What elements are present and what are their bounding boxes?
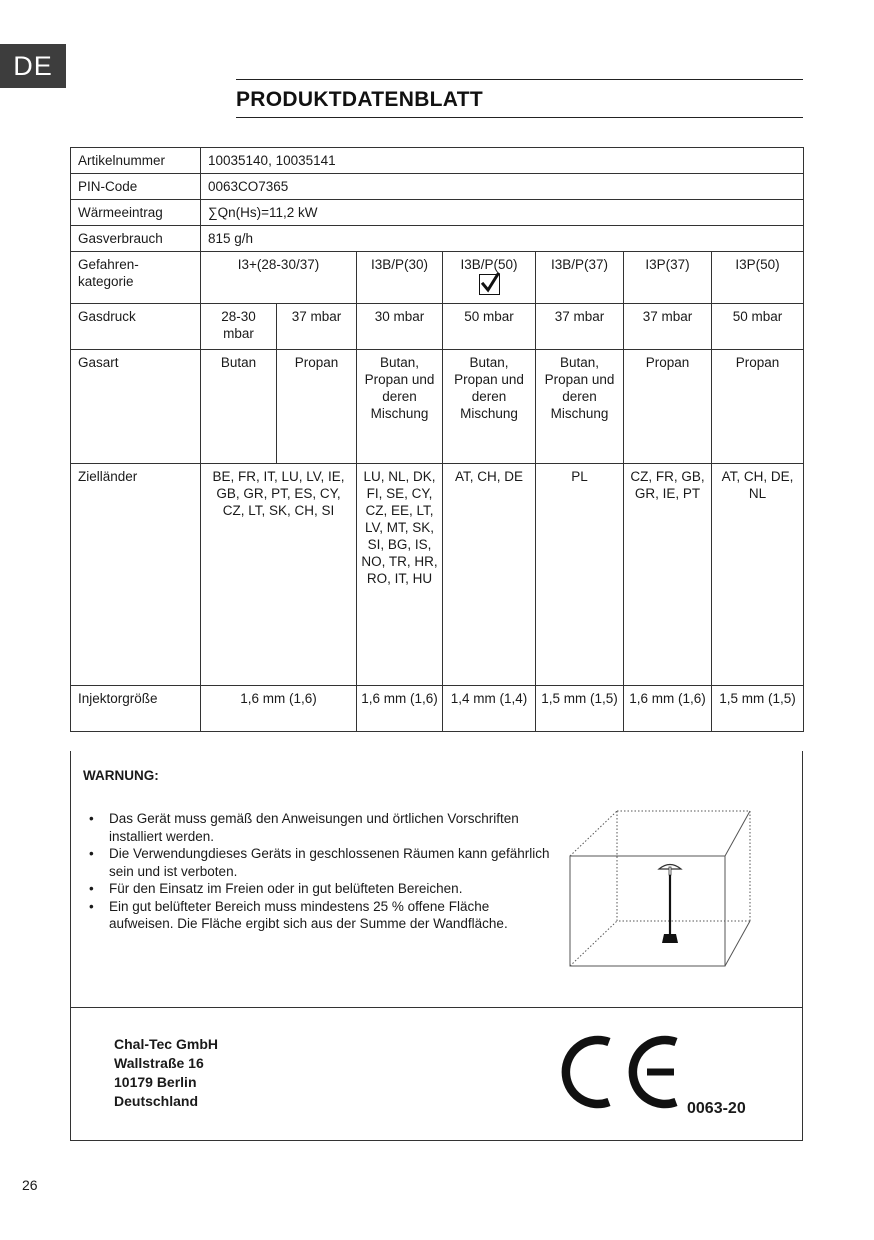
gas-type-cell: Butan, Propan und deren Mischung xyxy=(443,350,536,464)
ventilated-area-diagram xyxy=(565,803,755,983)
table-row xyxy=(71,148,804,174)
ce-mark-icon xyxy=(561,1032,681,1112)
label-ziellaender: Zielländer xyxy=(71,464,201,686)
pressure-cell: 37 mbar xyxy=(277,304,357,350)
countries-cell: BE, FR, IT, LU, LV, IE, GB, GR, PT, ES, CY, CZ, LT, SK, CH, SI xyxy=(201,464,357,686)
company-city: 10179 Berlin xyxy=(114,1074,197,1090)
label-waermeeintrag: Wärmeeintrag xyxy=(71,200,201,226)
bullet-icon: • xyxy=(89,846,94,861)
pressure-cell: 50 mbar xyxy=(712,304,804,350)
spec-table xyxy=(70,147,804,732)
table-row xyxy=(71,686,804,732)
gas-type-cell: Butan xyxy=(201,350,277,464)
list-item xyxy=(83,880,553,898)
gas-type-cell: Propan xyxy=(624,350,712,464)
value-waermeeintrag: ∑Qn(Hs)=11,2 kW xyxy=(201,200,804,226)
category-cell: I3B/P(37) xyxy=(536,252,624,304)
page-title: PRODUKTDATENBLATT xyxy=(236,88,483,111)
warning-text: Die Verwendungdieses Geräts in geschlossenen Räumen kann gefährlich sein und ist verboten. xyxy=(109,846,550,879)
table-row xyxy=(71,252,804,304)
label-gasverbrauch: Gasverbrauch xyxy=(71,226,201,252)
value-pin-code: 0063CO7365 xyxy=(201,174,804,200)
category-cell: I3B/P(30) xyxy=(357,252,443,304)
bullet-icon: • xyxy=(89,881,94,896)
ce-number: 0063-20 xyxy=(687,1100,746,1117)
value-artikelnummer: 10035140, 10035141 xyxy=(201,148,804,174)
countries-cell: AT, CH, DE, NL xyxy=(712,464,804,686)
pressure-cell: 50 mbar xyxy=(443,304,536,350)
injector-cell: 1,6 mm (1,6) xyxy=(624,686,712,732)
injector-cell: 1,5 mm (1,5) xyxy=(712,686,804,732)
bullet-icon: • xyxy=(89,811,94,826)
list-item xyxy=(83,810,553,845)
page-number: 26 xyxy=(22,1177,38,1193)
category-cell: I3P(50) xyxy=(712,252,804,304)
value-gasverbrauch: 815 g/h xyxy=(201,226,804,252)
label-gefahrenkategorie: Gefahren- kategorie xyxy=(71,252,201,304)
label-gasdruck: Gasdruck xyxy=(71,304,201,350)
title-rule-bottom xyxy=(236,117,803,118)
category-cell-selected xyxy=(443,252,536,304)
label-gasart: Gasart xyxy=(71,350,201,464)
pressure-cell: 37 mbar xyxy=(536,304,624,350)
bullet-icon: • xyxy=(89,898,94,914)
pressure-cell: 30 mbar xyxy=(357,304,443,350)
title-rule-top xyxy=(236,79,803,80)
heater-icon xyxy=(659,865,681,944)
countries-cell: CZ, FR, GB, GR, IE, PT xyxy=(624,464,712,686)
countries-cell: LU, NL, DK, FI, SE, CY, CZ, EE, LT, LV, MT, SK, SI, BG, IS, NO, TR, HR, RO, IT, HU xyxy=(357,464,443,686)
gas-type-cell: Butan, Propan und deren Mischung xyxy=(357,350,443,464)
table-row xyxy=(71,350,804,464)
table-row xyxy=(71,464,804,686)
injector-cell: 1,6 mm (1,6) xyxy=(201,686,357,732)
warning-title: WARNUNG: xyxy=(83,768,159,783)
company-name: Chal-Tec GmbH xyxy=(114,1036,218,1052)
warning-list xyxy=(83,810,553,933)
warning-text: Das Gerät muss gemäß den Anweisungen und örtlichen Vorschriften installiert werden. xyxy=(109,811,519,844)
category-label: I3B/P(50) xyxy=(460,257,518,272)
category-cell: I3P(37) xyxy=(624,252,712,304)
label-injektorgroesse: Injektorgröße xyxy=(71,686,201,732)
injector-cell: 1,4 mm (1,4) xyxy=(443,686,536,732)
label-pin-code: PIN-Code xyxy=(71,174,201,200)
gas-type-cell: Propan xyxy=(277,350,357,464)
table-row xyxy=(71,174,804,200)
pressure-cell: 28-30 mbar xyxy=(201,304,277,350)
list-item xyxy=(83,845,553,880)
table-row xyxy=(71,304,804,350)
company-street: Wallstraße 16 xyxy=(114,1055,204,1071)
table-row xyxy=(71,200,804,226)
countries-cell: PL xyxy=(536,464,624,686)
warning-text: Für den Einsatz im Freien oder in gut belüfteten Bereichen. xyxy=(109,881,463,896)
countries-cell: AT, CH, DE xyxy=(443,464,536,686)
gas-type-cell: Propan xyxy=(712,350,804,464)
pressure-cell: 37 mbar xyxy=(624,304,712,350)
gas-type-cell: Butan, Propan und deren Mischung xyxy=(536,350,624,464)
language-tab: DE xyxy=(0,44,66,88)
warning-box xyxy=(70,751,803,1008)
warning-text: Ein gut belüfteter Bereich muss mindestens 25 % offene Fläche aufweisen. Die Fläche ergibt sich aus der Summe der Wandfläche. xyxy=(109,898,508,931)
company-address xyxy=(114,1035,218,1111)
table-row xyxy=(71,226,804,252)
checked-checkbox-icon[interactable] xyxy=(479,274,500,295)
label-artikelnummer: Artikelnummer xyxy=(71,148,201,174)
injector-cell: 1,5 mm (1,5) xyxy=(536,686,624,732)
injector-cell: 1,6 mm (1,6) xyxy=(357,686,443,732)
category-cell: I3+(28-30/37) xyxy=(201,252,357,304)
list-item xyxy=(83,898,553,933)
company-country: Deutschland xyxy=(114,1093,199,1109)
company-box xyxy=(70,1008,803,1141)
